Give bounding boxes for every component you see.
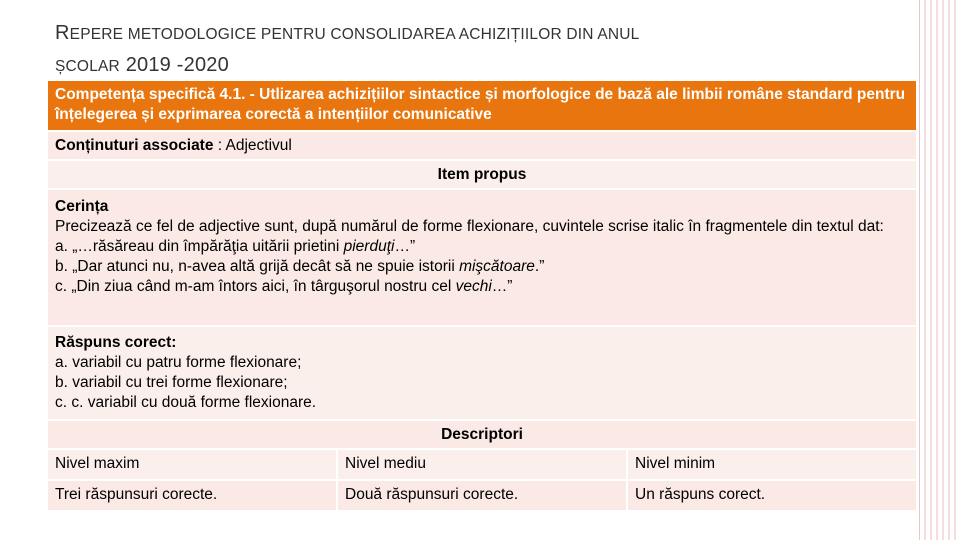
title-line1: EPERE METODOLOGICE PENTRU CONSOLIDAREA ACHIZIȚIILOR DIN ANUL: [69, 26, 640, 43]
cerinta-item-text: b. „Dar atunci nu, n-avea altă grijă decât să ne spuie istorii: [55, 258, 460, 275]
answer-maxim: Trei răspunsuri corecte.: [48, 481, 338, 510]
content-table: [48, 81, 916, 512]
decorative-divider: [919, 0, 920, 540]
continuturi-row: [48, 132, 916, 161]
answer-mediu: Două răspunsuri corecte.: [338, 481, 628, 510]
cerinta-instruction: Precizează ce fel de adjective sunt, după numărul de forme flexionare, cuvintele scrise italic în fragmentele din textul dat:: [55, 218, 884, 235]
cerinta-item-suffix: .”: [534, 258, 545, 275]
cerinta-item-c: [55, 277, 909, 297]
competenta-row: [48, 81, 916, 132]
item-propus-header: [48, 161, 916, 190]
cerinta-item-text: c. „Din ziua când m-am întors aici, în târguşorul nostru cel: [55, 278, 456, 295]
raspuns-item: b. variabil cu trei forme flexionare;: [55, 374, 288, 391]
cerinta-item-italic: pierduţi: [343, 238, 395, 255]
levels-row: [48, 450, 916, 481]
cerinta-item-b: [55, 257, 909, 277]
cerinta-item-suffix: …”: [491, 278, 513, 295]
level-maxim: Nivel maxim: [48, 450, 338, 479]
continuturi-label: Conținuturi associate: [55, 137, 214, 154]
answer-minim: Un răspuns corect.: [635, 486, 766, 503]
title-initial: R: [55, 22, 70, 44]
cerinta-item-text: a. „…răsăreau din împărăţia uitării prietini: [55, 238, 344, 255]
cerinta-label: Cerința: [55, 198, 109, 215]
cerinta-item-italic: mişcătoare: [459, 258, 535, 275]
level-mediu: Nivel mediu: [338, 450, 628, 479]
raspuns-item: a. variabil cu patru forme flexionare;: [55, 354, 302, 371]
cerinta-item-a: [55, 237, 909, 257]
descriptori-heading: Descriptori: [441, 426, 523, 443]
continuturi-value: : Adjectivul: [213, 137, 292, 154]
level-minim: Nivel minim: [635, 455, 716, 472]
slide-title: [55, 18, 875, 82]
cerinta-item-italic: vechi: [455, 278, 492, 295]
title-line2: ȘCOLAR: [55, 58, 120, 75]
cerinta-item-suffix: …”: [394, 238, 416, 255]
competenta-text: Competența specifică 4.1. - Utlizarea achizițiilor sintactice și morfologice de bază ale limbii române standard pentru înțelegerea și exprimarea corectă a intențiilor comunicative: [55, 86, 906, 123]
raspuns-label: Răspuns corect:: [55, 334, 177, 351]
cerinta-row: [48, 190, 916, 327]
item-propus-heading: Item propus: [437, 166, 527, 183]
raspuns-row: [48, 327, 916, 421]
raspuns-item: c. c. variabil cu două forme flexionare.: [55, 394, 317, 411]
descriptori-header: [48, 421, 916, 450]
answers-row: [48, 481, 916, 512]
title-year: 2019 -2020: [119, 54, 229, 76]
decorative-stripe: [920, 0, 960, 540]
